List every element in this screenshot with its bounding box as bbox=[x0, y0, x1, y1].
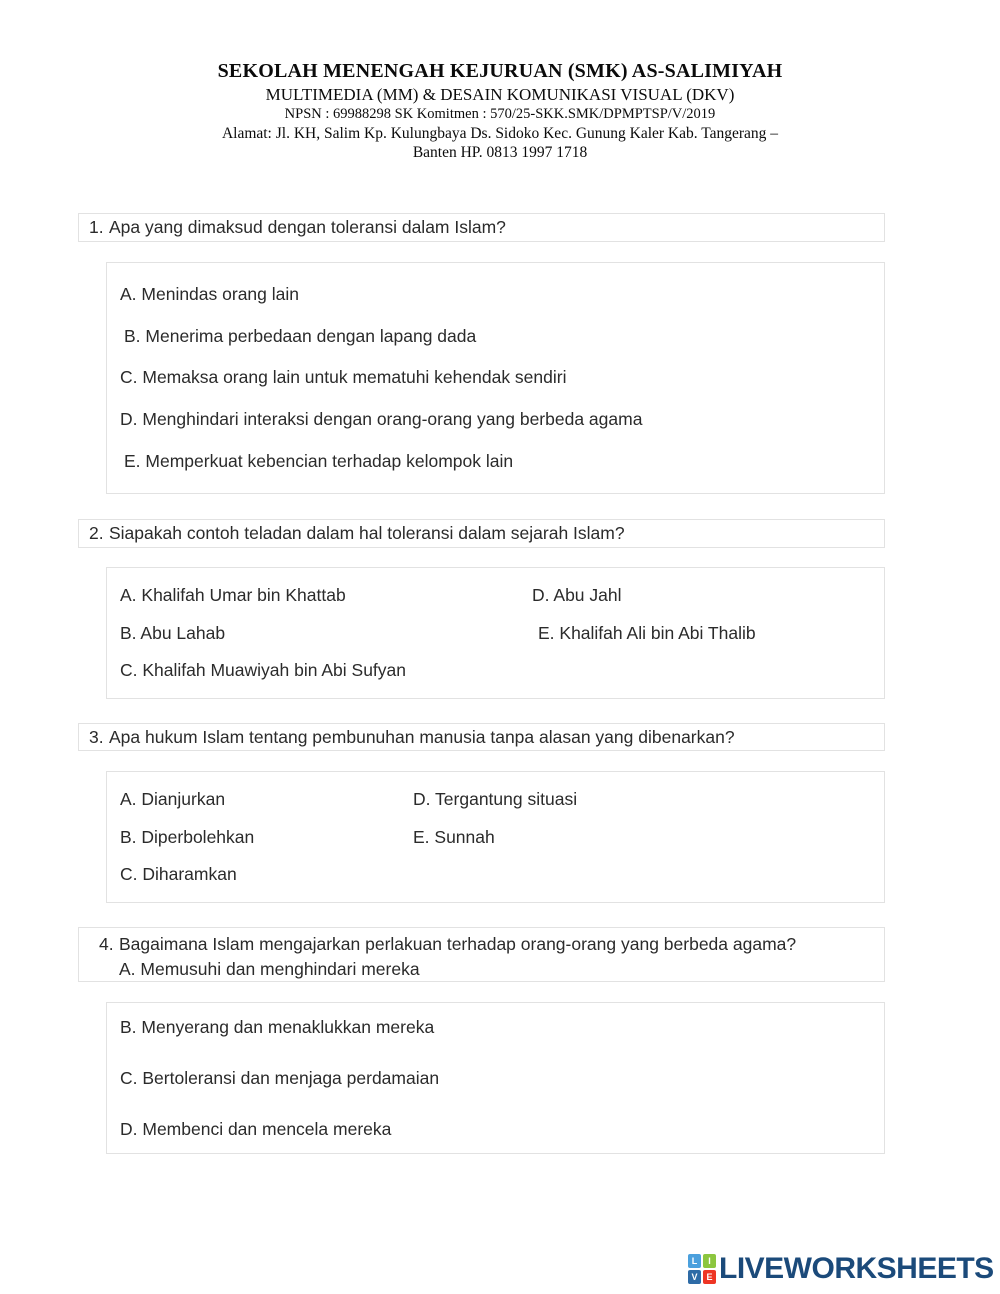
option-q3-a[interactable]: A. Dianjurkan bbox=[120, 788, 226, 809]
question-2-box bbox=[78, 519, 885, 548]
option-q1-b[interactable]: B. Menerima perbedaan dengan lapang dada bbox=[124, 325, 477, 346]
program-line: MULTIMEDIA (MM) & DESAIN KOMUNIKASI VISUAL (DKV) bbox=[265, 85, 735, 104]
option-q4-d[interactable]: D. Membenci dan mencela mereka bbox=[120, 1119, 392, 1139]
logo-letter-e: E bbox=[703, 1270, 716, 1284]
liveworksheets-grid-icon bbox=[688, 1254, 716, 1284]
question-4-number: 4. bbox=[99, 934, 114, 954]
option-q4-a[interactable]: A. Memusuhi dan menghindari mereka bbox=[119, 959, 420, 979]
option-q1-c[interactable]: C. Memaksa orang lain untuk mematuhi kehendak sendiri bbox=[120, 367, 567, 388]
question-1-text: Apa yang dimaksud dengan toleransi dalam Islam? bbox=[109, 217, 506, 237]
option-q2-d[interactable]: D. Abu Jahl bbox=[532, 584, 622, 605]
question-4-text: Bagaimana Islam mengajarkan perlakuan terhadap orang-orang yang berbeda agama? bbox=[119, 934, 797, 954]
option-q3-c[interactable]: C. Diharamkan bbox=[120, 864, 237, 885]
question-4-options-box bbox=[106, 1002, 885, 1154]
question-2-text: Siapakah contoh teladan dalam hal toleransi dalam sejarah Islam? bbox=[109, 523, 625, 543]
question-2-options-box bbox=[106, 567, 885, 699]
option-q3-b[interactable]: B. Diperbolehkan bbox=[120, 826, 255, 847]
option-q2-b[interactable]: B. Abu Lahab bbox=[120, 622, 226, 643]
question-4-box bbox=[78, 927, 885, 982]
option-q4-c[interactable]: C. Bertoleransi dan menjaga perdamaian bbox=[120, 1068, 440, 1088]
logo-letter-l: L bbox=[688, 1254, 701, 1268]
question-2-number: 2. bbox=[89, 523, 104, 543]
option-q3-e[interactable]: E. Sunnah bbox=[413, 826, 495, 847]
option-q1-a[interactable]: A. Menindas orang lain bbox=[120, 283, 299, 304]
document-header bbox=[0, 58, 1000, 162]
liveworksheets-wordmark: LIVEWORKSHEETS bbox=[719, 1252, 994, 1285]
option-q1-d[interactable]: D. Menghindari interaksi dengan orang-orang yang berbeda agama bbox=[120, 409, 643, 430]
question-1-number: 1. bbox=[89, 217, 104, 237]
question-3-text: Apa hukum Islam tentang pembunuhan manusia tanpa alasan yang dibenarkan? bbox=[109, 726, 735, 747]
liveworksheets-logo[interactable] bbox=[688, 1254, 994, 1284]
question-1-box bbox=[78, 213, 885, 242]
option-q1-e[interactable]: E. Memperkuat kebencian terhadap kelompok lain bbox=[124, 451, 514, 472]
question-3-box bbox=[78, 723, 885, 751]
npsn-line: NPSN : 69988298 SK Komitmen : 570/25-SKK.SMK/DPMPTSP/V/2019 bbox=[284, 106, 716, 122]
option-q2-e[interactable]: E. Khalifah Ali bin Abi Thalib bbox=[538, 622, 756, 643]
option-q3-d[interactable]: D. Tergantung situasi bbox=[413, 788, 578, 809]
question-3-number: 3. bbox=[89, 726, 104, 747]
option-q2-a[interactable]: A. Khalifah Umar bin Khattab bbox=[120, 584, 346, 605]
school-name: SEKOLAH MENENGAH KEJURUAN (SMK) AS-SALIMIYAH bbox=[217, 60, 783, 82]
address-line-1: Alamat: Jl. KH, Salim Kp. Kulungbaya Ds. Sidoko Kec. Gunung Kaler Kab. Tangerang – bbox=[221, 125, 779, 142]
address-line-2: Banten HP. 0813 1997 1718 bbox=[412, 144, 588, 161]
question-3-options-box bbox=[106, 771, 885, 903]
question-1-options-box bbox=[106, 262, 885, 494]
option-q4-b[interactable]: B. Menyerang dan menaklukkan mereka bbox=[120, 1017, 435, 1037]
option-q2-c[interactable]: C. Khalifah Muawiyah bin Abi Sufyan bbox=[120, 660, 406, 681]
logo-letter-i: I bbox=[703, 1254, 716, 1268]
logo-letter-v: V bbox=[688, 1270, 701, 1284]
